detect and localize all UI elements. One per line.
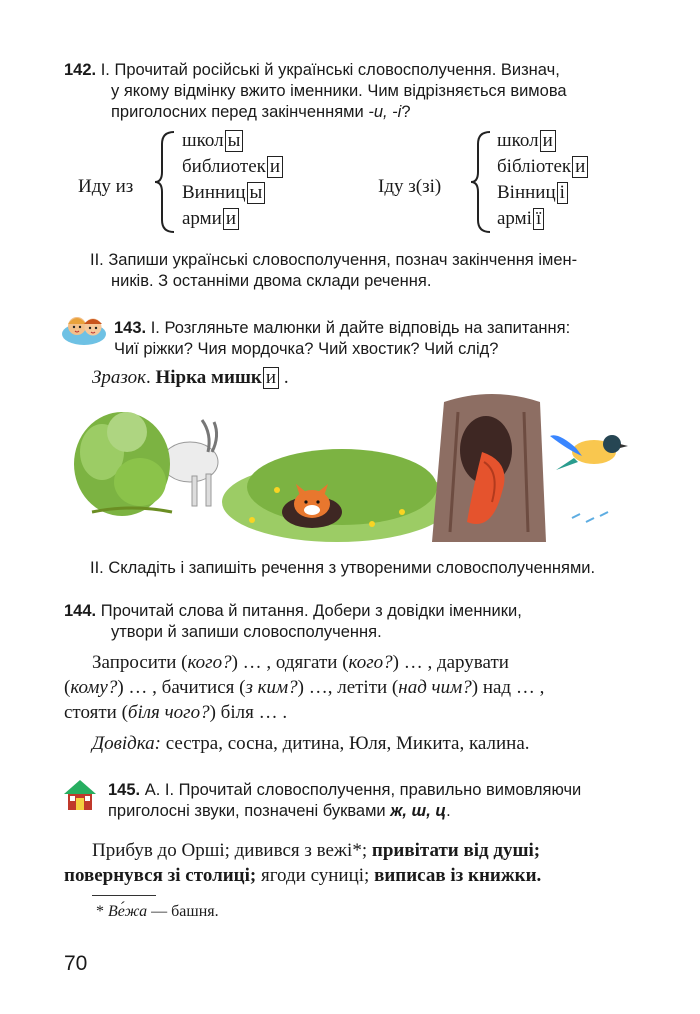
ex143-part2: ІІ. Складіть і запишіть речення з утвореними словосполученнями. [90, 559, 596, 577]
ex142-part2 [90, 250, 650, 292]
ru-lead: Иду из [78, 176, 134, 197]
ex143-task [114, 318, 659, 360]
ru-list [182, 128, 283, 232]
ex144-s3: стояти (біля чого?) біля … . [64, 702, 288, 723]
fox-illustration [222, 449, 452, 542]
goat-illustration [74, 412, 218, 516]
pair-work-kids-icon [62, 312, 108, 346]
ru-word-4: арми и [182, 206, 283, 232]
ex142-number: 142. [64, 61, 97, 79]
ua-brace-icon [468, 128, 494, 236]
home-task-house-icon [62, 776, 98, 812]
ex142-line1: І. Прочитай російські й українські словосполучення. Визнач, [100, 61, 560, 79]
ex144-s2: (кому?) … , бачитися (з ким?) …, летіти (над чим?) над … , [64, 677, 545, 698]
ex143-line2: Чиї ріжки? Чия мордочка? Чий хвостик? Чий слід? [114, 340, 499, 358]
reference-label: Довідка: [92, 733, 161, 754]
squirrel-tree-illustration [432, 394, 546, 542]
footnote-divider [92, 895, 156, 896]
ex145-number: 145. [108, 781, 141, 799]
ex144-sentences [64, 650, 652, 725]
ru-word-2: библиотек и [182, 154, 283, 180]
sample-ending: и [263, 367, 279, 389]
ua-list [497, 128, 588, 232]
ex144-task [64, 601, 654, 643]
sample-text: Нірка мишк [155, 367, 262, 388]
ex142-line3: приголосних перед закінченнями -и, -і? [111, 103, 411, 121]
ex144-line1: Прочитай слова й питання. Добери з довідки іменники, [100, 602, 522, 620]
ex145-line2: приголосні звуки, позначені буквами ж, ш, ц. [108, 802, 451, 820]
footnote: * Ве́жа — башня. [96, 903, 219, 920]
ex143-line1: І. Розгляньте малюнки й дайте відповідь на запитання: [150, 319, 571, 337]
ru-brace-icon [152, 128, 178, 236]
ex144-reference [92, 732, 530, 756]
ex142-task [64, 60, 654, 123]
ua-word-1: школ и [497, 128, 588, 154]
ex145-line1: А. І. Прочитай словосполучення, правильно вимовляючи [144, 781, 582, 799]
ua-lead: Іду з(зі) [378, 176, 442, 197]
bird-illustration [550, 435, 628, 522]
ex144-number: 144. [64, 602, 97, 620]
ru-word-3: Винниц ы [182, 180, 283, 206]
ex145-p2: повернувся зі столиці; ягоди суниці; виписав із книжки. [64, 865, 542, 886]
reference-words: сестра, сосна, дитина, Юля, Микита, калина. [160, 733, 530, 754]
ex142-part2-line2: ників. З останніми двома склади речення. [111, 272, 432, 290]
ex145-task [108, 780, 658, 822]
ua-word-2: бібліотек и [497, 154, 588, 180]
ua-word-4: армі ї [497, 206, 588, 232]
illustrations [72, 392, 632, 542]
ex145-phrases [64, 838, 652, 888]
sample-label: Зразок [92, 367, 146, 388]
ex144-s1: Запросити (кого?) … , одягати (кого?) … , дарувати [92, 652, 509, 673]
ex144-line2: утвори й запиши словосполучення. [111, 623, 382, 641]
ru-word-1: школ ы [182, 128, 283, 154]
ua-word-3: Вінниц і [497, 180, 588, 206]
ex145-p1: Прибув до Орші; дивився з вежі*; привітати від душі; [92, 840, 541, 861]
ex142-line2: у якому відмінку вжито іменники. Чим відрізняється вимова [111, 82, 567, 100]
ex143-sample: Зразок. Нірка мишк и . [92, 367, 289, 388]
ex143-number: 143. [114, 319, 147, 337]
page-number: 70 [64, 952, 88, 975]
ex142-part2-line1: ІІ. Запиши українські словосполучення, познач закінчення імен- [90, 251, 578, 269]
